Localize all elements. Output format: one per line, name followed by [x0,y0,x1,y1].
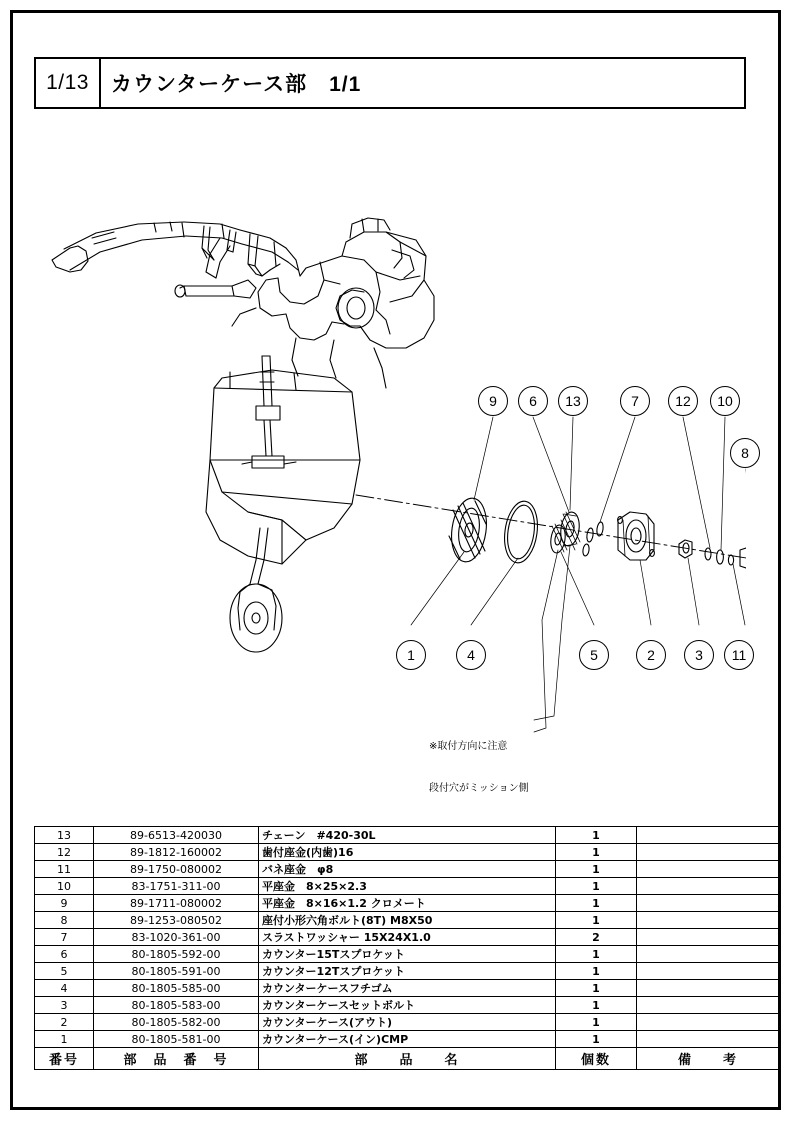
header-remarks: 備 考 [637,1048,780,1070]
balloon-11: 11 [724,640,754,670]
row-remarks [637,912,780,929]
row-remarks [637,980,780,997]
row-remarks [637,878,780,895]
table-row [35,1014,780,1031]
assembly-note-line1: ※取付方向に注意 [429,741,508,752]
table-row [35,963,780,980]
row-part-number: 80-1805-581-00 [94,1031,259,1048]
row-qty: 1 [556,827,637,844]
row-no: 7 [35,929,94,946]
row-qty: 1 [556,1014,637,1031]
row-part-name: スラストワッシャー 15X24X1.0 [259,929,556,946]
row-part-name: カウンターケース(アウト) [259,1014,556,1031]
assembly-note-line2: 段付穴がミッション側 [429,783,529,794]
row-qty: 1 [556,997,637,1014]
row-no: 8 [35,912,94,929]
balloon-13: 13 [558,386,588,416]
row-part-number: 89-6513-420030 [94,827,259,844]
row-qty: 1 [556,912,637,929]
row-part-name: チェーン #420-30L [259,827,556,844]
row-qty: 1 [556,878,637,895]
row-no: 5 [35,963,94,980]
table-row [35,946,780,963]
header-part-name: 部 品 名 [259,1048,556,1070]
row-qty: 1 [556,1031,637,1048]
drawing-svg [34,120,746,810]
page-title: カウンターケース部 1/1 [111,73,362,96]
row-part-number: 83-1020-361-00 [94,929,259,946]
row-remarks [637,1031,780,1048]
table-row [35,929,780,946]
row-part-name: カウンター15Tスプロケット [259,946,556,963]
row-part-number: 89-1253-080502 [94,912,259,929]
assembly-note [429,712,529,824]
row-part-number: 80-1805-583-00 [94,997,259,1014]
table-row [35,861,780,878]
row-remarks [637,946,780,963]
row-qty: 1 [556,895,637,912]
row-no: 4 [35,980,94,997]
row-qty: 1 [556,844,637,861]
row-remarks [637,844,780,861]
row-part-name: 歯付座金(内歯)16 [259,844,556,861]
row-no: 6 [35,946,94,963]
row-remarks [637,861,780,878]
row-part-number: 80-1805-585-00 [94,980,259,997]
row-part-number: 89-1711-080002 [94,895,259,912]
row-remarks [637,929,780,946]
table-row [35,1031,780,1048]
row-no: 12 [35,844,94,861]
row-remarks [637,963,780,980]
row-no: 2 [35,1014,94,1031]
row-part-number: 80-1805-582-00 [94,1014,259,1031]
row-no: 1 [35,1031,94,1048]
balloon-7: 7 [620,386,650,416]
assembly-drawing [34,120,749,810]
row-part-name: カウンターケース(イン)CMP [259,1031,556,1048]
row-no: 9 [35,895,94,912]
parts-table [34,826,780,1070]
row-part-name: バネ座金 φ8 [259,861,556,878]
table-row [35,912,780,929]
balloon-3: 3 [684,640,714,670]
balloon-2: 2 [636,640,666,670]
row-no: 10 [35,878,94,895]
page-number: 1/13 [36,59,101,107]
balloon-8: 8 [730,438,760,468]
row-part-number: 80-1805-592-00 [94,946,259,963]
row-part-number: 89-1750-080002 [94,861,259,878]
header-no: 番号 [35,1048,94,1070]
row-part-name: 座付小形六角ボルト(8T) M8X50 [259,912,556,929]
balloon-10: 10 [710,386,740,416]
balloon-9: 9 [478,386,508,416]
balloon-4: 4 [456,640,486,670]
row-remarks [637,997,780,1014]
table-row [35,997,780,1014]
row-no: 13 [35,827,94,844]
row-part-name: 平座金 8×16×1.2 クロメート [259,895,556,912]
balloon-1: 1 [396,640,426,670]
row-qty: 1 [556,963,637,980]
row-part-number: 89-1812-160002 [94,844,259,861]
row-part-number: 83-1751-311-00 [94,878,259,895]
balloon-6: 6 [518,386,548,416]
balloon-5: 5 [579,640,609,670]
row-qty: 1 [556,861,637,878]
row-remarks [637,827,780,844]
row-part-number: 80-1805-591-00 [94,963,259,980]
table-header-row [35,1048,780,1070]
header-qty: 個数 [556,1048,637,1070]
row-part-name: 平座金 8×25×2.3 [259,878,556,895]
row-no: 11 [35,861,94,878]
row-remarks [637,895,780,912]
row-remarks [637,1014,780,1031]
row-part-name: カウンターケースフチゴム [259,980,556,997]
table-row [35,980,780,997]
header-part-number: 部 品 番 号 [94,1048,259,1070]
row-qty: 1 [556,980,637,997]
row-part-name: カウンターケースセットボルト [259,997,556,1014]
table-row [35,895,780,912]
row-qty: 1 [556,946,637,963]
row-qty: 2 [556,929,637,946]
balloon-12: 12 [668,386,698,416]
row-part-name: カウンター12Tスプロケット [259,963,556,980]
row-no: 3 [35,997,94,1014]
title-block [34,57,746,109]
table-row [35,827,780,844]
table-row [35,878,780,895]
table-row [35,844,780,861]
